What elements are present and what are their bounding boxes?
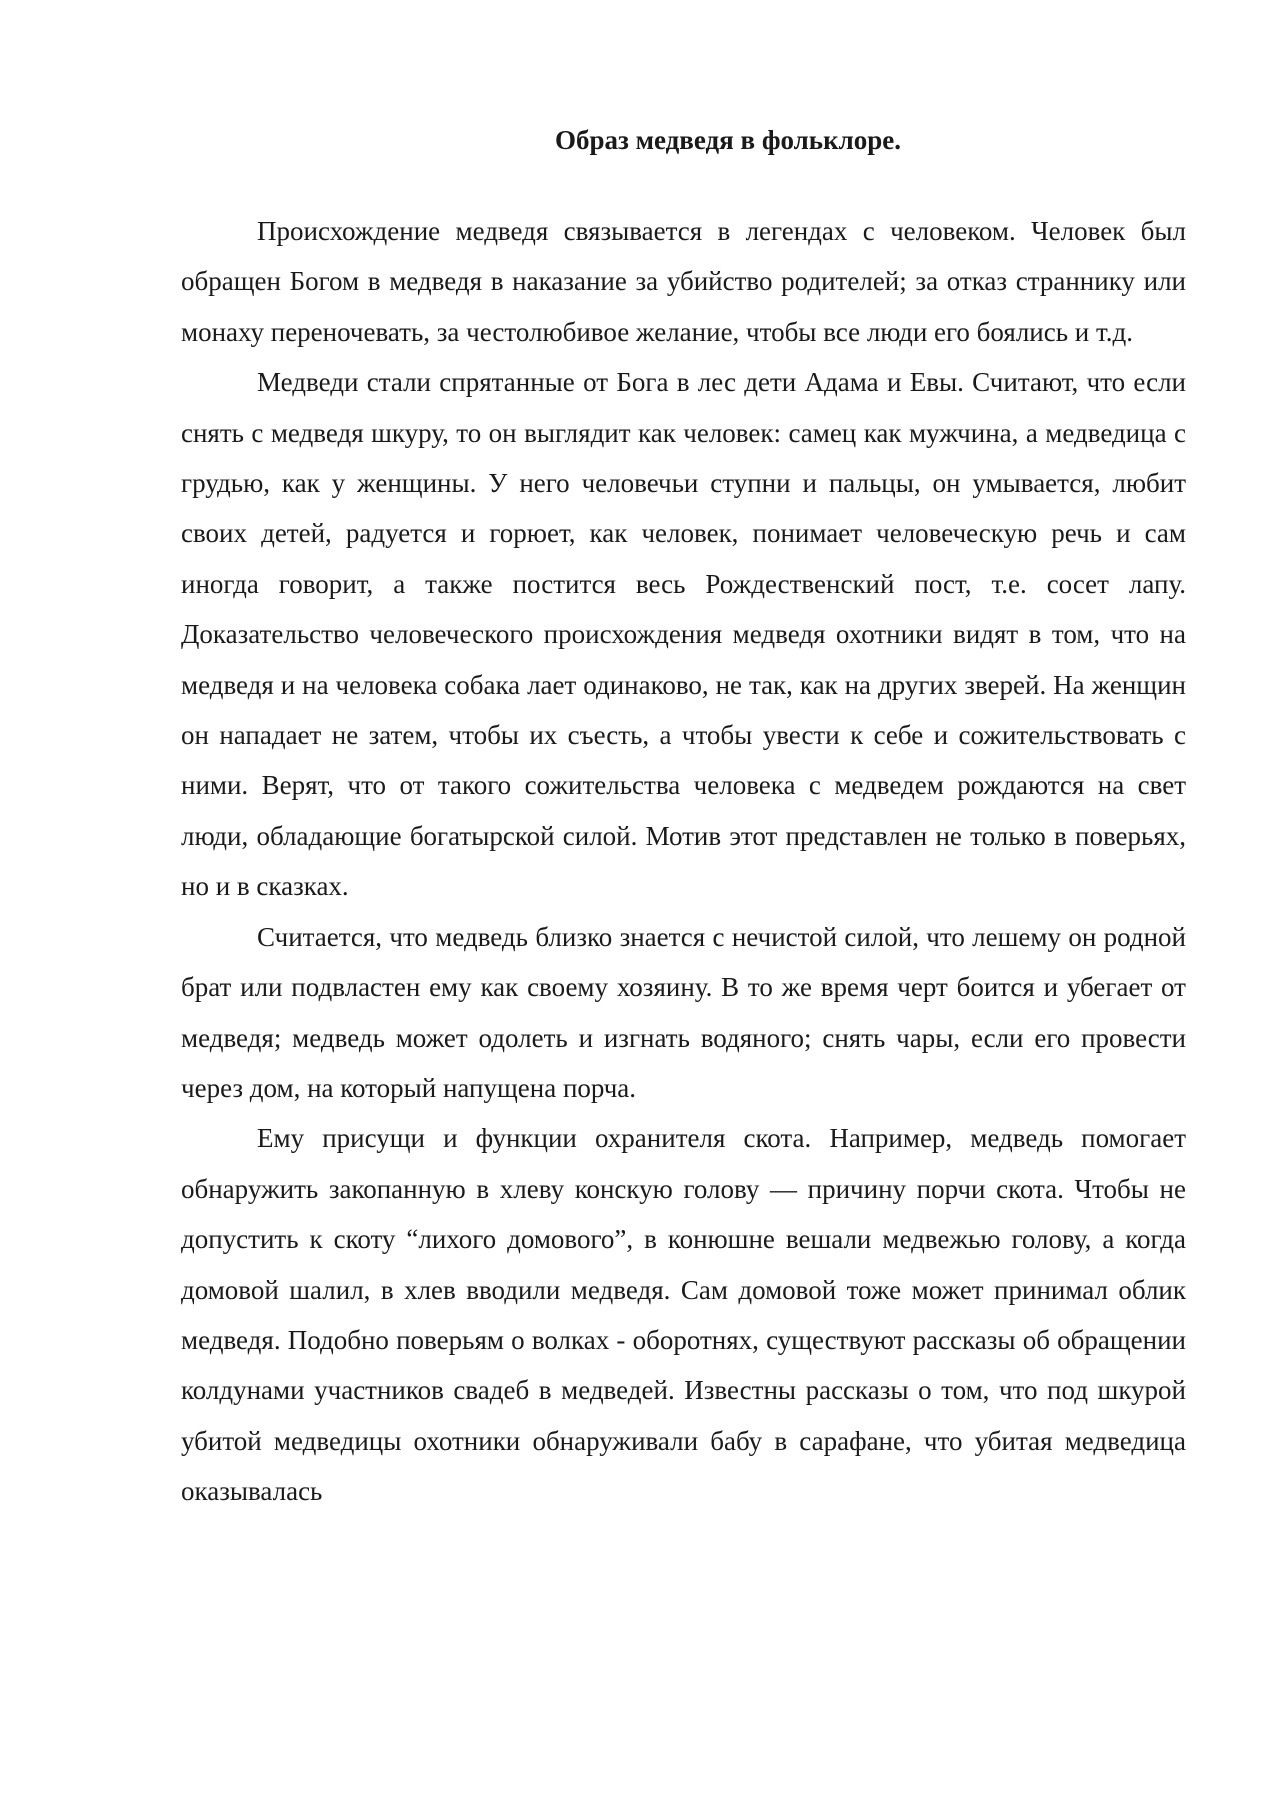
paragraph-unclean-force: Считается, что медведь близко знается с нечистой силой, что лешему он родной брат или подвластен ему как своему хозяину. В то же время черт боится и убегает от медведя; медведь может одолеть и изгнать водяного; снять чары, если его провести через дом, на который напущена порча. — [181, 921, 1186, 1103]
document-title: Образ медведя в фольклоре. — [554, 125, 902, 155]
paragraph-origin: Происхождение медведя связывается в легендах с человеком. Человек был обращен Богом в медведя в наказание за убийство родителей; за отказ страннику или монаху переночевать, за честолюбивое желание, чтобы все люди его боялись и т.д. — [181, 216, 1186, 347]
paragraph-human-likeness: Медведи стали спрятанные от Бога в лес дети Адама и Евы. Считают, что если снять с медведя шкуру, то он выглядит как человек: самец как мужчина, а медведица с грудью, как у женщины. У него человечьи ступни и пальцы, он умывается, любит своих детей, радуется и горюет, как человек, понимает человеческую речь и сам иногда говорит, а также постится весь Рождественский пост, т.е. сосет лапу. Доказательство человеческого происхождения медведя охотники видят в том, что на медведя и на человека собака лает одинаково, не так, как на других зверей. На женщин он нападает не затем, чтобы их съесть, а чтобы увести к себе и сожительствовать с ними. Верят, что от такого сожительства человека с медведем рождаются на свет люди, обладающие богатырской силой. Мотив этот представлен не только в поверьях, но и в сказках. — [181, 367, 1186, 902]
document-body — [181, 206, 1186, 1517]
paragraph-livestock-guardian: Ему присущи и функции охранителя скота. Например, медведь помогает обнаружить закопанную в хлеву конскую голову — причину порчи скота. Чтобы не допустить к скоту “лихого домового”, в конюшне вешали медвежью голову, а когда домовой шалил, в хлев вводили медведя. Сам домовой тоже может принимал облик медведя. Подобно поверьям о волках - оборотнях, существуют рассказы об обращении колдунами участников свадеб в медведей. Известны рассказы о том, что под шкурой убитой медведицы охотники обнаруживали бабу в сарафане, что убитая медведица оказывалась — [181, 1123, 1186, 1507]
